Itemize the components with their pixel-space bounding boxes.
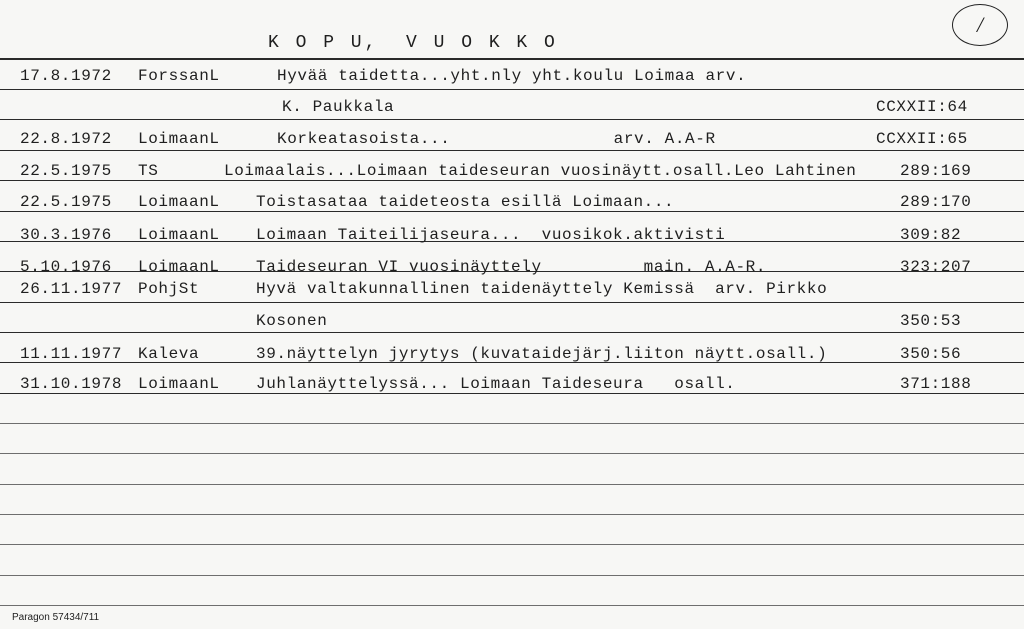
entry-text: Toistasataa taideteosta esillä Loimaan... [256, 193, 675, 211]
entry-ref: 309:82 [900, 226, 962, 244]
entry-ref: CCXXII:65 [876, 130, 968, 148]
entry-text: Kosonen [256, 312, 328, 330]
entry-source: LoimaanL [138, 375, 220, 393]
line-rule [0, 89, 1024, 90]
entry-date: 26.11.1977 [20, 280, 123, 298]
line-rule [0, 514, 1024, 515]
entry-date: 22.5.1975 [20, 162, 112, 180]
entry-text: Hyvä valtakunnallinen taidenäyttely Kemissä arv. Pirkko [256, 280, 828, 298]
entry-ref: CCXXII:64 [876, 98, 968, 116]
entry-text: Hyvää taidetta...yht.nly yht.koulu Loimaa arv. [277, 67, 747, 85]
entry-source: LoimaanL [138, 226, 220, 244]
entry-text: Taideseuran VI vuosinäyttely main. A.A-R. [256, 258, 767, 276]
entry-ref: 350:53 [900, 312, 962, 330]
entry-text: 39.näyttelyn jyrytys (kuvataidejärj.liiton näytt.osall.) [256, 345, 828, 363]
line-rule [0, 211, 1024, 212]
header-rule [0, 58, 1024, 60]
entry-date: 17.8.1972 [20, 67, 112, 85]
entry-source: PohjSt [138, 280, 200, 298]
line-rule [0, 393, 1024, 394]
line-rule [0, 575, 1024, 576]
line-rule [0, 302, 1024, 303]
entry-ref: 350:56 [900, 345, 962, 363]
card-footer: Paragon 57434/711 [12, 612, 100, 623]
entry-date: 30.3.1976 [20, 226, 112, 244]
entry-source: TS [138, 162, 159, 180]
entry-date: 22.8.1972 [20, 130, 112, 148]
entry-ref: 289:170 [900, 193, 972, 211]
entry-ref: 323:207 [900, 258, 972, 276]
entry-text: Korkeatasoista... arv. A.A-R [277, 130, 716, 148]
line-rule [0, 150, 1024, 151]
entry-ref: 289:169 [900, 162, 972, 180]
line-rule [0, 423, 1024, 424]
line-rule [0, 484, 1024, 485]
entry-source: LoimaanL [138, 130, 220, 148]
line-rule [0, 119, 1024, 120]
entry-source: LoimaanL [138, 193, 220, 211]
entry-date: 5.10.1976 [20, 258, 112, 276]
entry-ref: 371:188 [900, 375, 972, 393]
card-number: / [952, 4, 1008, 46]
entry-source: ForssanL [138, 67, 220, 85]
entry-source: Kaleva [138, 345, 200, 363]
line-rule [0, 332, 1024, 333]
entry-date: 11.11.1977 [20, 345, 123, 363]
entry-source: LoimaanL [138, 258, 220, 276]
entry-date: 22.5.1975 [20, 193, 112, 211]
entry-text: Loimaalais...Loimaan taideseuran vuosinäytt.osall.Leo Lahtinen [224, 162, 857, 180]
line-rule [0, 180, 1024, 181]
entry-date: 31.10.1978 [20, 375, 123, 393]
line-rule [0, 544, 1024, 545]
line-rule [0, 453, 1024, 454]
entry-text: Juhlanäyttelyssä... Loimaan Taideseura osall. [256, 375, 736, 393]
card-heading: K O P U, V U O K K O [268, 33, 558, 53]
line-rule [0, 605, 1024, 606]
entry-text: Loimaan Taiteilijaseura... vuosikok.aktivisti [256, 226, 726, 244]
entry-text: K. Paukkala [282, 98, 395, 116]
